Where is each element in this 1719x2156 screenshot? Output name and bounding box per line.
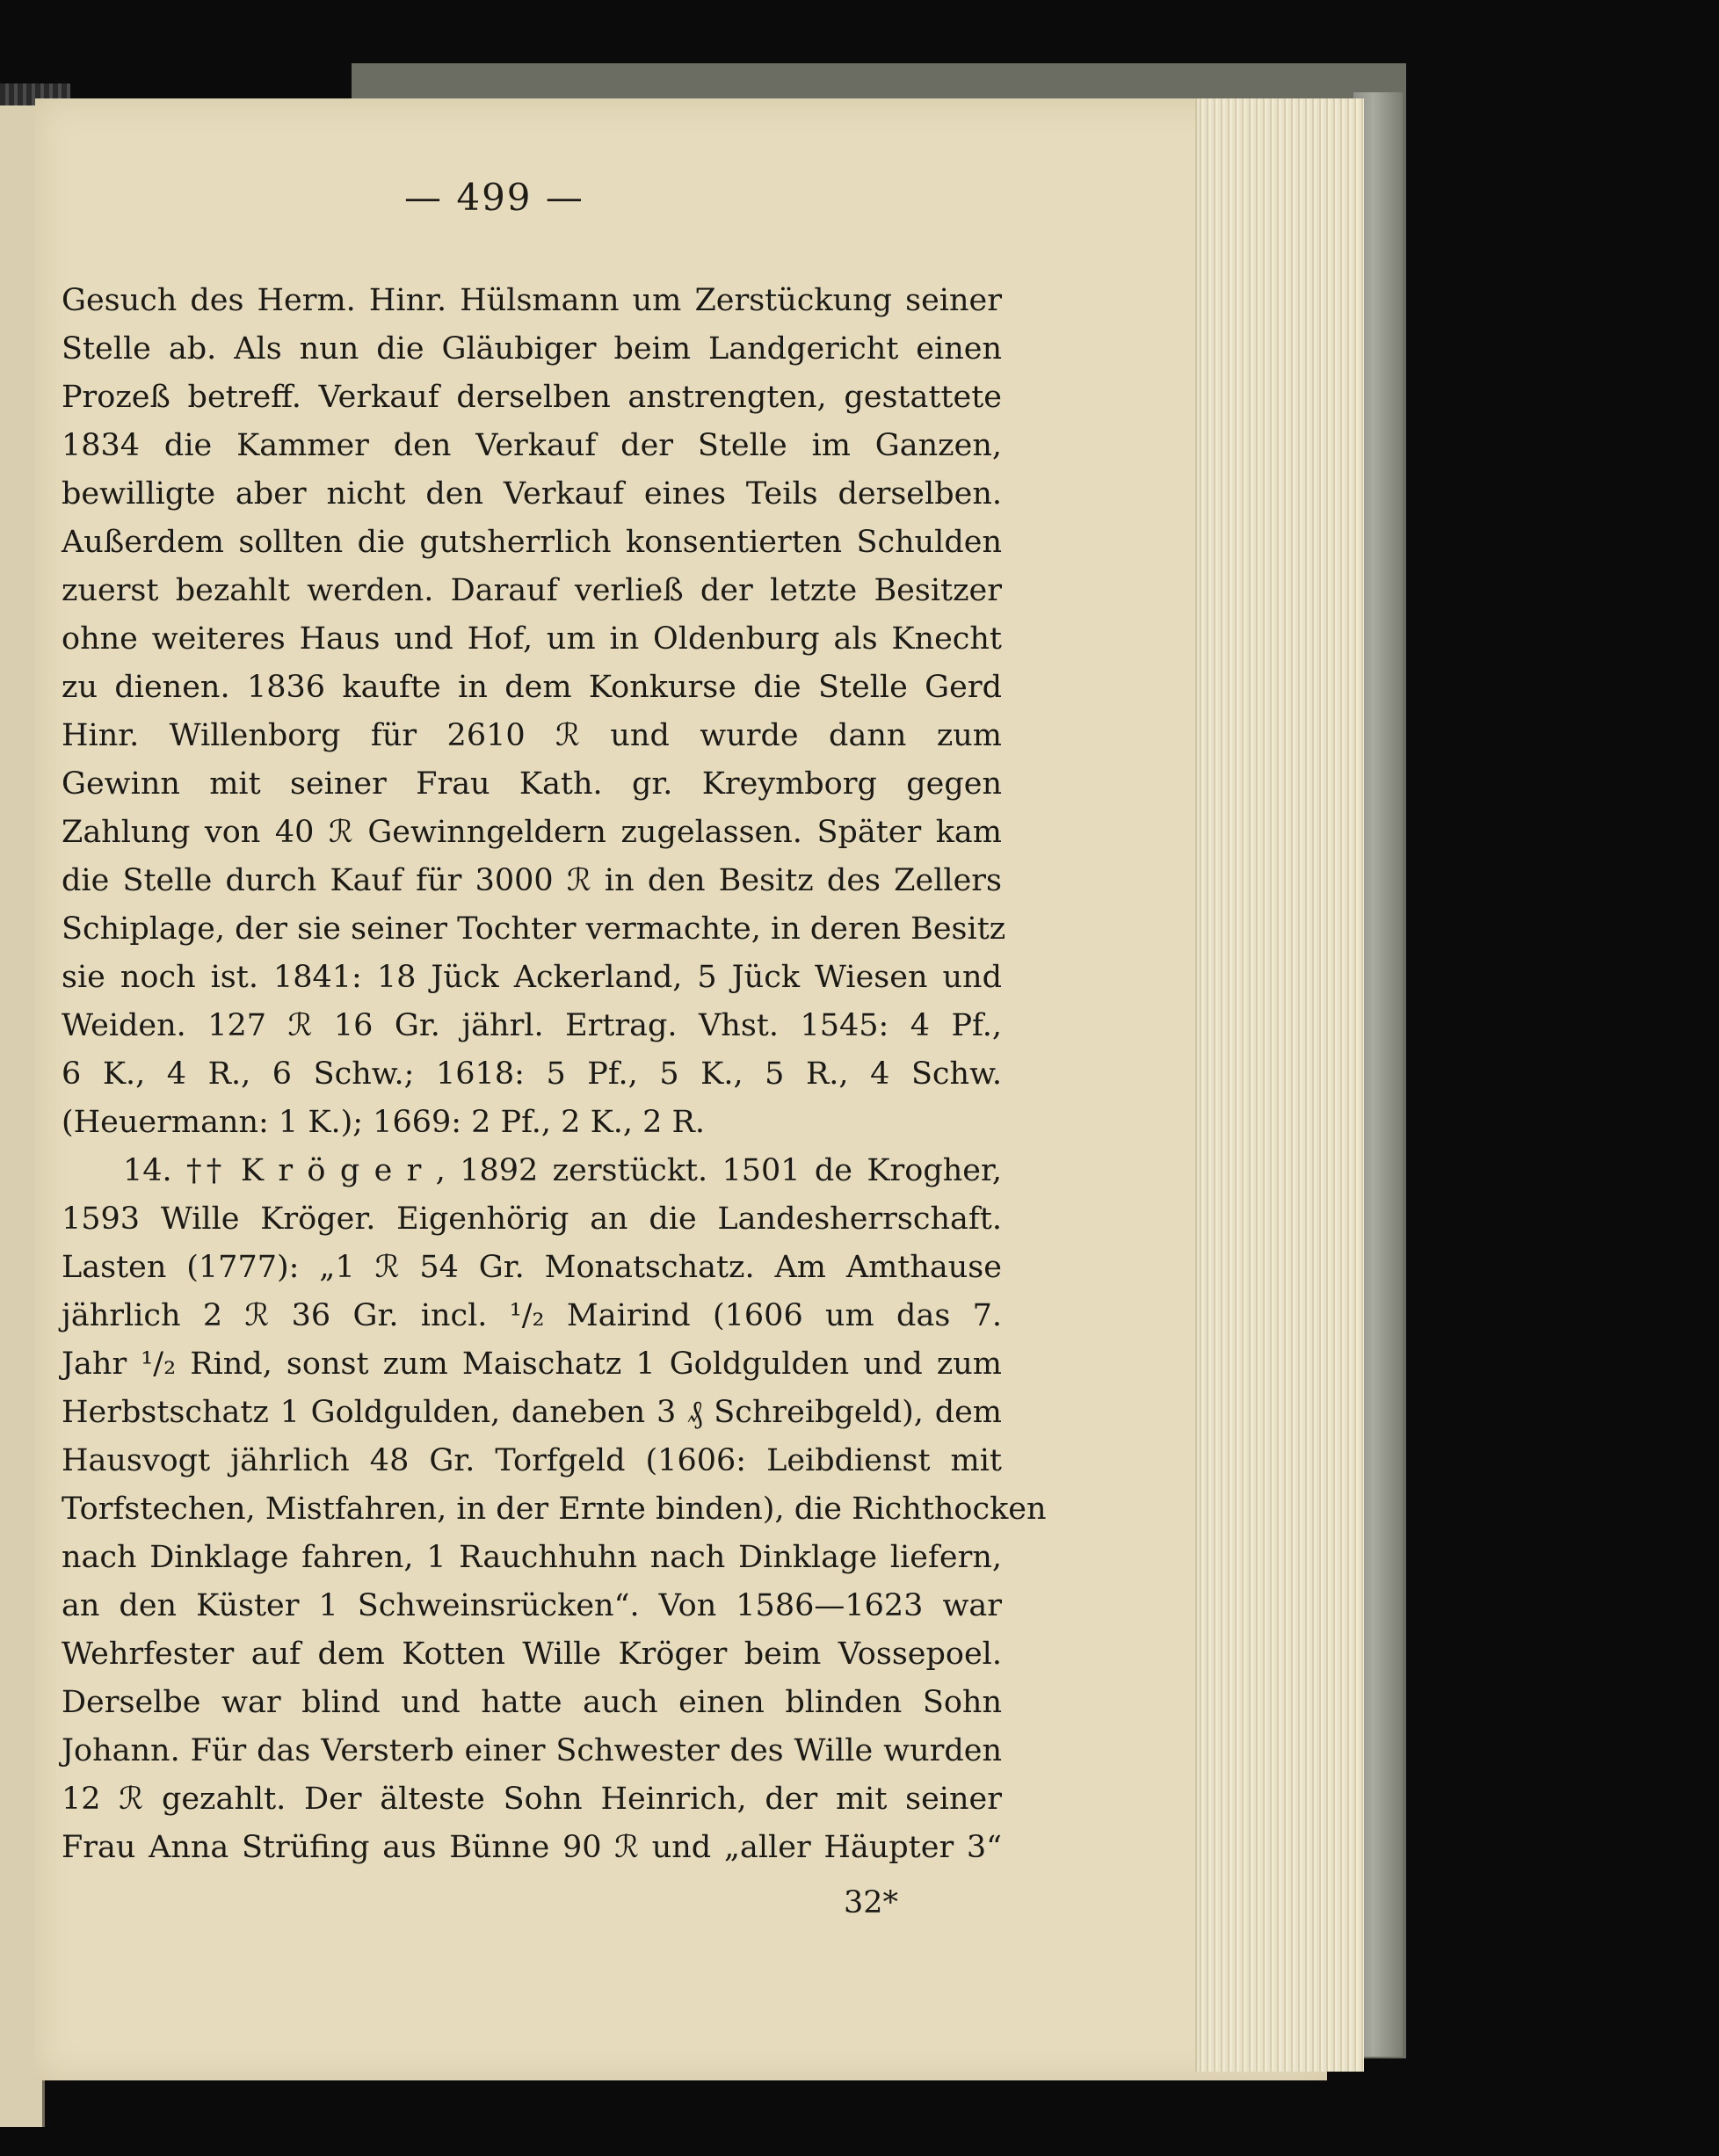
text-line: Stelle ab. Als nun die Gläubiger beim Landgericht einen <box>62 331 1002 367</box>
text-line: 1593 Wille Kröger. Eigenhörig an die Landesherrschaft. <box>62 1201 1002 1237</box>
page-block-edges <box>1195 98 1364 2072</box>
page-number: — 499 — <box>404 176 584 219</box>
text-line: jährlich 2 ℛ 36 Gr. incl. ¹/₂ Mairind (1606 um das 7. <box>62 1298 1002 1333</box>
text-line: Lasten (1777): „1 ℛ 54 Gr. Monatschatz. Am Amthause <box>62 1250 1002 1285</box>
text-line: Prozeß betreff. Verkauf derselben anstrengten, gestattete <box>62 380 1002 415</box>
text-line: (Heuermann: 1 K.); 1669: 2 Pf., 2 K., 2 R. <box>62 1105 705 1140</box>
text-line: 1834 die Kammer den Verkauf der Stelle im Ganzen, <box>62 428 1002 463</box>
text-line: Frau Anna Strüfing aus Bünne 90 ℛ und „aller Häupter 3“ <box>62 1830 1002 1865</box>
text-line: ohne weiteres Haus und Hof, um in Oldenburg als Knecht <box>62 621 1002 657</box>
text-line: Gesuch des Herm. Hinr. Hülsmann um Zerstückung seiner <box>62 283 1002 318</box>
text-line: Hausvogt jährlich 48 Gr. Torfgeld (1606: Leibdienst mit <box>62 1443 1002 1478</box>
text-line: sie noch ist. 1841: 18 Jück Ackerland, 5 Jück Wiesen und <box>62 960 1002 995</box>
text-line: 12 ℛ gezahlt. Der älteste Sohn Heinrich, der mit seiner <box>62 1782 1002 1817</box>
text-line: Herbstschatz 1 Goldgulden, daneben 3 ₰ Schreibgeld), dem <box>62 1395 1002 1430</box>
text-line: nach Dinklage fahren, 1 Rauchhuhn nach Dinklage liefern, <box>62 1540 1002 1575</box>
text-line: zu dienen. 1836 kaufte in dem Konkurse die Stelle Gerd <box>62 670 1002 705</box>
text-line: Torfstechen, Mistfahren, in der Ernte binden), die Richthocken <box>62 1492 1047 1527</box>
text-line: bewilligte aber nicht den Verkauf eines Teils derselben. <box>62 476 1002 512</box>
text-line: Derselbe war blind und hatte auch einen blinden Sohn <box>62 1685 1002 1720</box>
text-line: Weiden. 127 ℛ 16 Gr. jährl. Ertrag. Vhst. 1545: 4 Pf., <box>62 1008 1002 1043</box>
text-line: Hinr. Willenborg für 2610 ℛ und wurde dann zum <box>62 718 1002 753</box>
signature-mark: 32* <box>844 1885 899 1920</box>
body-text <box>62 277 1047 1872</box>
text-line: Jahr ¹/₂ Rind, sonst zum Maischatz 1 Goldgulden und zum <box>62 1347 1002 1382</box>
text-line: Wehrfester auf dem Kotten Wille Kröger beim Vossepoel. <box>62 1637 1002 1672</box>
text-line: Johann. Für das Versterb einer Schwester des Wille wurden <box>62 1733 1002 1768</box>
text-line: die Stelle durch Kauf für 3000 ℛ in den Besitz des Zellers <box>62 863 1002 898</box>
text-line: Außerdem sollten die gutsherrlich konsentierten Schulden <box>62 525 1002 560</box>
text-line: Zahlung von 40 ℛ Gewinngeldern zugelassen. Später kam <box>62 815 1002 850</box>
text-line: 6 K., 4 R., 6 Schw.; 1618: 5 Pf., 5 K., 5 R., 4 Schw. <box>62 1056 1002 1092</box>
text-line: Gewinn mit seiner Frau Kath. gr. Kreymborg gegen <box>62 766 1002 802</box>
text-line: Schiplage, der sie seiner Tochter vermachte, in deren Besitz <box>62 911 1006 947</box>
text-line: 14. †† K r ö g e r , 1892 zerstückt. 1501 de Krogher, <box>123 1153 1002 1188</box>
text-line: zuerst bezahlt werden. Darauf verließ der letzte Besitzer <box>62 573 1002 608</box>
text-line: an den Küster 1 Schweinsrücken“. Von 1586—1623 war <box>62 1588 1002 1623</box>
